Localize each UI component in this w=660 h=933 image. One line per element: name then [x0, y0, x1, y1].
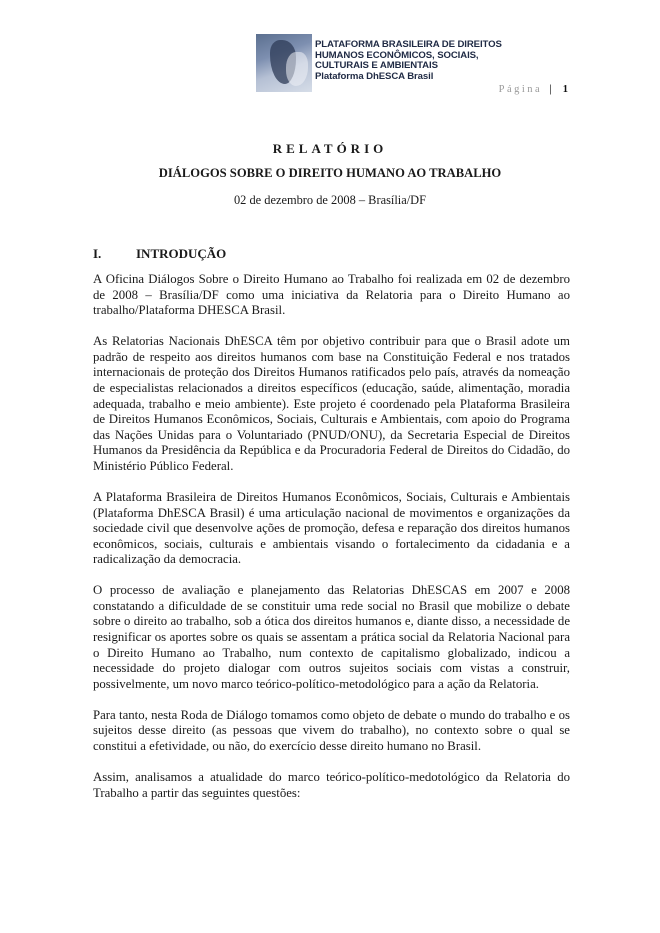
page-separator: | — [549, 84, 552, 95]
paragraph: A Plataforma Brasileira de Direitos Humanos Econômicos, Sociais, Culturais e Ambientais (Plataforma DhESCA Brasil) é uma articulação nacional de movimentos e organizações da sociedade civil que desenvolve ações de promoção, defesa e reparação dos direitos humanos econômicos, sociais, culturais e ambientais visando o fortalecimento da cidadania e a radicalização da democracia. — [93, 489, 570, 567]
paragraph: Assim, analisamos a atualidade do marco teórico-político-medotológico da Relatoria do Trabalho a partir das seguintes questões: — [93, 769, 570, 800]
logo-line: Plataforma DhESCA Brasil — [315, 70, 434, 82]
paragraph: A Oficina Diálogos Sobre o Direito Humano ao Trabalho foi realizada em 02 de dezembro de 2008 – Brasília/DF como uma iniciativa da Relatoria para o Direito Humano ao trabalho/Plataforma DHESCA Brasil. — [93, 272, 570, 318]
logo-line: PLATAFORMA BRASILEIRA DE DIREITOS — [315, 39, 502, 50]
paragraph: Para tanto, nesta Roda de Diálogo tomamos como objeto de debate o mundo do trabalho e os sujeitos desse direito (as pessoas que vivem do trabalho), no contexto sobre o qual se constitui a efetividade, ou não, do exercício desse direito humano no Brasil. — [93, 707, 570, 753]
paragraph: As Relatorias Nacionais DhESCA têm por objetivo contribuir para que o Brasil adote um padrão de respeito aos direitos humanos com base na Constituição Federal e nos tratados internacionais de proteção dos Direitos Humanos ratificados pelo país, através da nomeação de especialistas relacionados a direitos específicos (educação, saúde, alimentação, moradia adequada, trabalho e meio ambiente). Este projeto é coordenado pela Plataforma Brasileira de Direitos Humanos Econômicos, Sociais, Culturais e Ambientais, com apoio do Programa das Nações Unidas para o Voluntariado (PNUD/ONU), da Secretaria Especial de Direitos Humanos da Presidência da República e da Procuradoria Federal de Direitos do Cidadão, do Ministério Público Federal. — [93, 334, 570, 473]
logo-line: CULTURAIS E AMBIENTAIS — [315, 60, 438, 72]
document-body — [93, 272, 570, 817]
logo-line: HUMANOS ECONÔMICOS, SOCIAIS, — [315, 49, 479, 61]
document-date: 02 de dezembro de 2008 – Brasília/DF — [233, 193, 426, 207]
section-heading — [93, 246, 226, 262]
paragraph: O processo de avaliação e planejamento das Relatorias DhESCAS em 2007 e 2008 constatando a dificuldade de se constituir uma rede social no Brasil que mobilize o debate sobre o direito ao trabalho, sob a ótica dos direitos humanos e, diante disso, a necessidade de resignificar os aportes sobre os quais se assentam a prática social da Relatoria Nacional para o Direito Humano ao Trabalho, num contexto de capitalismo globalizado, indicou a necessidade do projeto dialogar com outros sujeitos sociais com vistas a construir, possivelmente, um novo marco teórico-político-metodológico para a ação da Relatoria. — [93, 583, 570, 691]
logo-image — [256, 34, 312, 92]
section-title: INTRODUÇÃO — [136, 246, 227, 261]
document-subtitle: DIÁLOGOS SOBRE O DIREITO HUMANO AO TRABALHO — [158, 166, 502, 180]
page-number-indicator — [499, 84, 568, 95]
document-title: RELATÓRIO — [272, 141, 388, 156]
page-number: 1 — [562, 84, 568, 95]
section-number: I. — [93, 246, 102, 261]
logo-text — [315, 40, 502, 82]
page-label: Página — [498, 84, 543, 95]
